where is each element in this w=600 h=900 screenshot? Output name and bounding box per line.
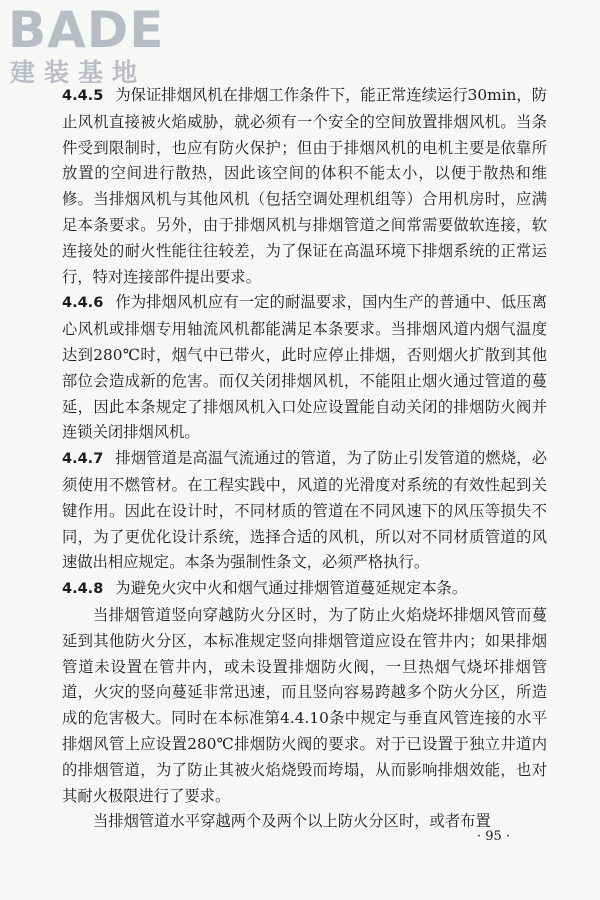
body-paragraph: 当排烟管道水平穿越两个及两个以上防火分区时，或者布置 [93,812,491,831]
clause-text: 为保证排烟风机在排烟工作条件下，能正常连续运行30min，防止风机直接被火焰威胁，就必须有一个安全的空间放置排烟风机。当条件受到限制时，也应有防火保护；但由于排烟风机的电机主要是依靠所放置的空间进行散热，因此该空间的体积不能太小，以便于散热和维修。当排烟风机与其他风机（包括空调处理机组等）合用机房时，应满足本条要求。另外，由于排烟风机与排烟管道之间常需要做软连接，软连接处的耐火性能往往较差，为了保证在高温环境下排烟系统的正常运行，特对连接部件提出要求。 [62,86,547,286]
clause-text: 作为排烟风机应有一定的耐温要求，国内生产的普通中、低压离心风机或排烟专用轴流风机都能满足本条要求。当排烟风道内烟气温度达到280℃时，烟气中已带火，此时应停止排烟，否则烟火扩散到其他部位会造成新的危害。而仅关闭排烟风机，不能阻止烟火通过管道的蔓延，因此本条规定了排烟风机入口处应设置能自动关闭的排烟防火阀并连锁关闭排烟风机。 [62,293,547,442]
clause-4-4-7 [62,446,547,576]
logo-subtitle: 建装基地 [10,58,147,87]
clause-number: 4.4.5 [62,88,104,104]
document-body [62,83,547,835]
clause-4-4-8 [62,576,547,603]
clause-4-4-6 [62,290,547,446]
clause-text: 排烟管道是高温气流通过的管道，为了防止引发管道的燃烧，必须使用不燃管材。在工程实践中，风道的光滑度对系统的有效性起到关键作用。因此在设计时，不同材质的管道在不同风速下的风压等损失不同，为了更优化设计系统，选择合适的风机，所以对不同材质管道的风速做出相应规定。本条为强制性条文，必须严格执行。 [62,449,547,572]
logo [8,1,183,90]
clause-4-4-5 [62,83,547,290]
clause-text: 为避免火灾中火和烟气通过排烟管道蔓延规定本条。 [115,579,468,598]
body-paragraph: 当排烟管道竖向穿越防火分区时，为了防止火焰烧坏排烟风管而蔓延到其他防火分区，本标准规定竖向排烟管道应设在管井内；如果排烟管道未设置在管井内，或未设置排烟防火阀，一旦热烟气烧坏排烟管道，火灾的竖向蔓延非常迅速，而且竖向容易跨越多个防火分区，所造成的危害极大。同时在本标准第4.4.10条中规定与垂直风管连接的水平排烟风管上应设置280℃排烟防火阀的要求。对于已设置于独立井道内的排烟管道，为了防止其被火焰烧毁而垮塌，从而影响排烟效能，也对其耐火极限进行了要求。 [62,605,547,805]
clause-number: 4.4.8 [62,581,104,598]
clause-number: 4.4.7 [62,451,104,468]
clause-number: 4.4.6 [62,295,104,312]
page-number: · 95 · [477,829,511,844]
logo-wordmark: BADE [8,1,165,59]
